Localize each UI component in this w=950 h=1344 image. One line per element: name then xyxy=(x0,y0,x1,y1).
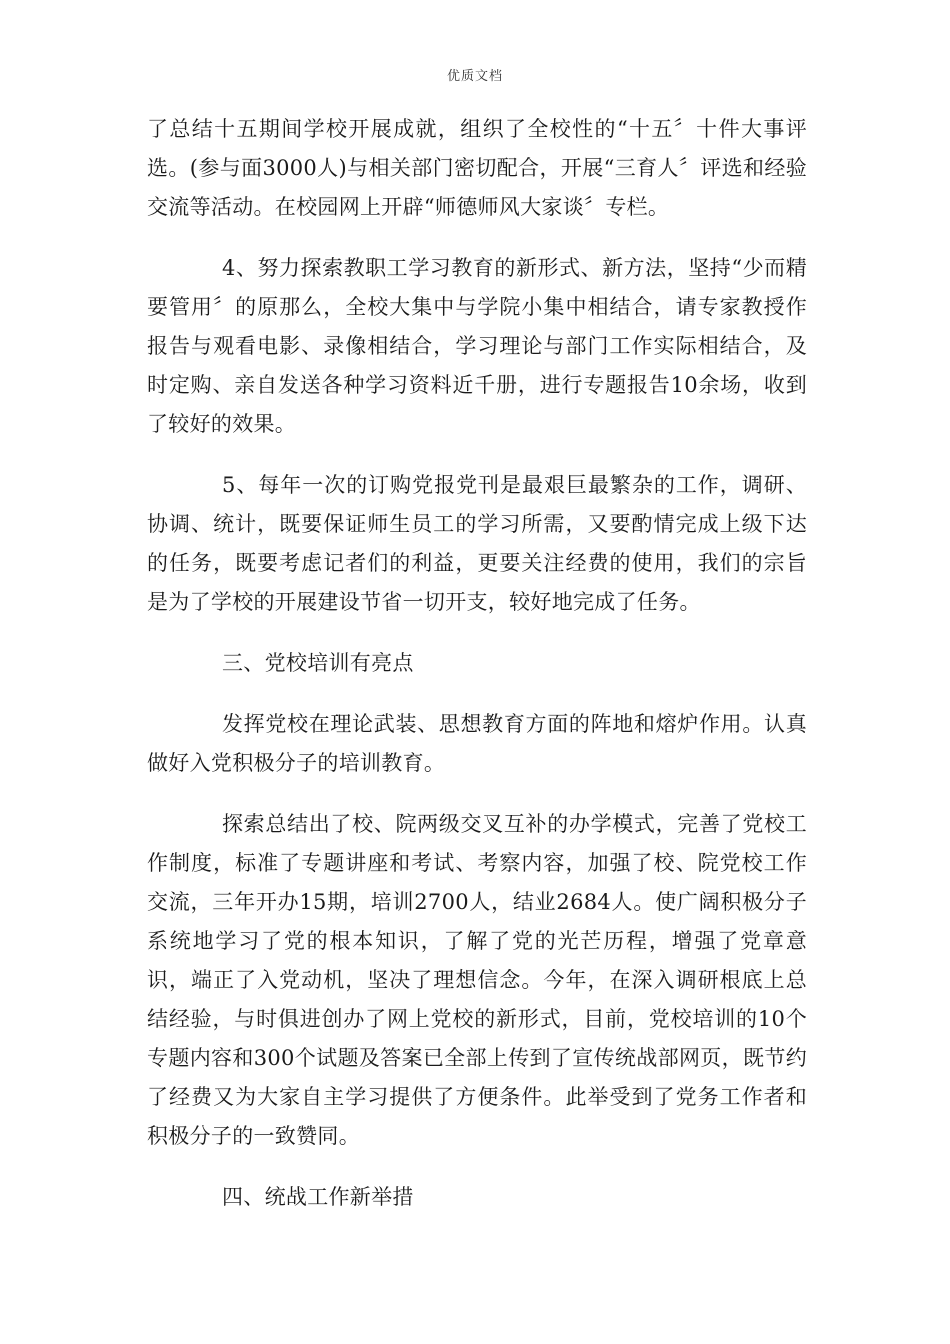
paragraph-item-4: 4、努力探索教职工学习教育的新形式、新方法，坚持“少而精要管用〞的原那么，全校大集中与学院小集中相结合，请专家教授作报告与观看电影、录像相结合，学习理论与部门工作实际相结合，及时定购、亲自发送各种学习资料近千册，进行专题报告10余场，收到了较好的效果。 xyxy=(147,256,807,436)
paragraph-party-school-results: 探索总结出了校、院两级交叉互补的办学模式，完善了党校工作制度，标准了专题讲座和考试、考察内容，加强了校、院党校工作交流，三年开办15期，培训2700人，结业2684人。使广阔积极分子系统地学习了党的根本知识，了解了党的光芒历程，增强了党章意识，端正了入党动机，坚决了理想信念。今年，在深入调研根底上总结经验，与时俱进创办了网上党校的新形式，目前，党校培训的10个专题内容和300个试题及答案已全部上传到了宣传统战部网页，既节约了经费又为大家自主学习提供了方便条件。此举受到了党务工作者和积极分子的一致赞同。 xyxy=(147,812,807,1148)
paragraph-item-5: 5、每年一次的订购党报党刊是最艰巨最繁杂的工作，调研、协调、统计，既要保证师生员工的学习所需，又要酌情完成上级下达的任务，既要考虑记者们的利益，更要关注经费的使用，我们的宗旨是为了学校的开展建设节省一切开支，较好地完成了任务。 xyxy=(147,473,807,614)
page-header: 优质文档 xyxy=(446,69,503,84)
document-body xyxy=(147,110,807,1239)
paragraph-continued: 了总结十五期间学校开展成就，组织了全校性的“十五〞十件大事评选。(参与面3000人)与相关部门密切配合，开展“三育人〞评选和经验交流等活动。在校园网上开辟“师德师风大家谈〞专栏。 xyxy=(147,117,807,219)
paragraph-party-school-role: 发挥党校在理论武装、思想教育方面的阵地和熔炉作用。认真做好入党积极分子的培训教育。 xyxy=(147,712,807,775)
section-heading-united-front: 四、统战工作新举措 xyxy=(222,1185,414,1209)
section-heading-party-school: 三、党校培训有亮点 xyxy=(222,651,414,675)
